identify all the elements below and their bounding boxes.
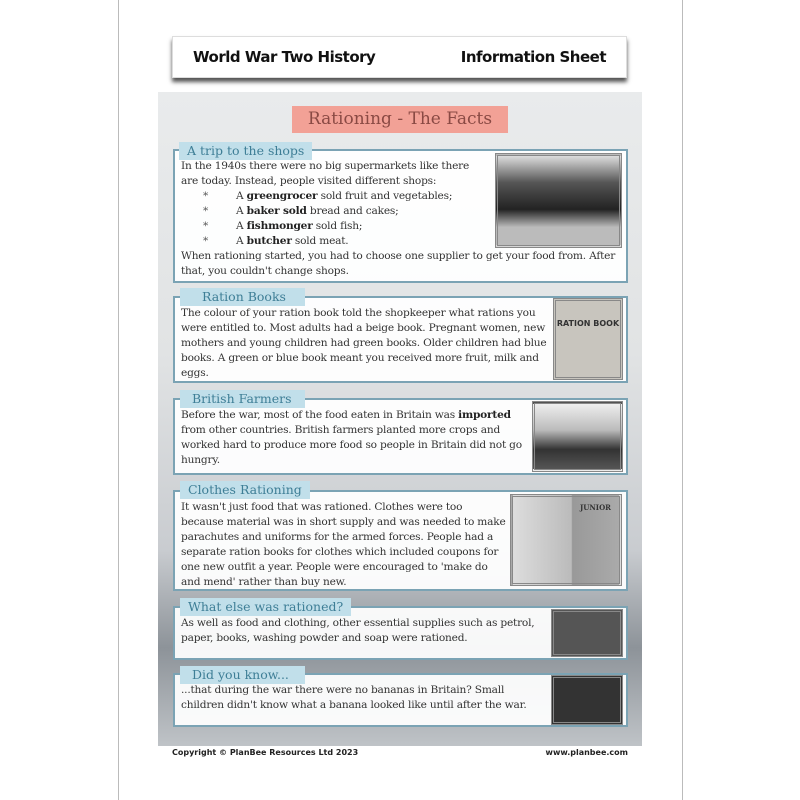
section-text: In the 1940s there were no big supermarkets like there are today. Instead, people visited different shops: — [181, 160, 470, 187]
header-banner — [172, 36, 627, 78]
clothing-coupons-photo: JUNIOR — [510, 494, 622, 586]
shops-list — [181, 189, 486, 249]
queue-photo — [495, 153, 622, 248]
website-link[interactable]: www.planbee.com — [545, 748, 628, 757]
soap-dish-photo — [551, 609, 623, 657]
section-heading: British Farmers — [180, 390, 305, 408]
subject-title: World War Two History — [193, 48, 376, 66]
sheet-type: Information Sheet — [460, 48, 606, 66]
section-text: ...that during the war there were no bananas in Britain? Small children didn't know what a banana looked like until after the war. — [181, 684, 527, 711]
list-item: * A baker sold bread and cakes; — [203, 204, 486, 219]
section-heading: What else was rationed? — [180, 598, 351, 616]
section-text: The colour of your ration book told the shopkeeper what rations you were entitled to. Most adults had a beige book. Pregnant women, new mothers and young children had green books. Older children had blue books. A green or blue book meant you received more fruit, milk and eggs. — [181, 307, 547, 379]
banana-photo — [551, 675, 623, 725]
section-heading: Ration Books — [180, 288, 305, 306]
section-heading: A trip to the shops — [179, 142, 312, 160]
list-item: * A butcher sold meat. — [203, 234, 486, 249]
copyright-text: Copyright © PlanBee Resources Ltd 2023 — [172, 748, 359, 757]
section-heading: Clothes Rationing — [180, 481, 310, 499]
ration-book-photo: RATION BOOK — [553, 298, 623, 380]
section-text: Before the war, most of the food eaten in Britain was imported from other countries. British farmers planted more crops and worked hard to produce more food so people in Britain did not go hungry. — [181, 409, 522, 466]
section-text: It wasn't just food that was rationed. Clothes were too because material was in short supply and was needed to make parachutes and uniforms for the armed forces. People had a separate ration books for clothes which included coupons for one new outfit a year. People were encouraged to 'make do and mend' rather than buy new. — [181, 501, 506, 588]
section-heading: Did you know... — [180, 666, 305, 684]
list-item: * A fishmonger sold fish; — [203, 219, 486, 234]
tractor-photo — [532, 401, 623, 472]
page-title: Rationing - The Facts — [292, 106, 508, 133]
section-text: As well as food and clothing, other essential supplies such as petrol, paper, books, washing powder and soap were rationed. — [181, 617, 535, 644]
list-item: * A greengrocer sold fruit and vegetables; — [203, 189, 486, 204]
section-text: When rationing started, you had to choose one supplier to get your food from. After that, you couldn't change shops. — [181, 250, 616, 277]
